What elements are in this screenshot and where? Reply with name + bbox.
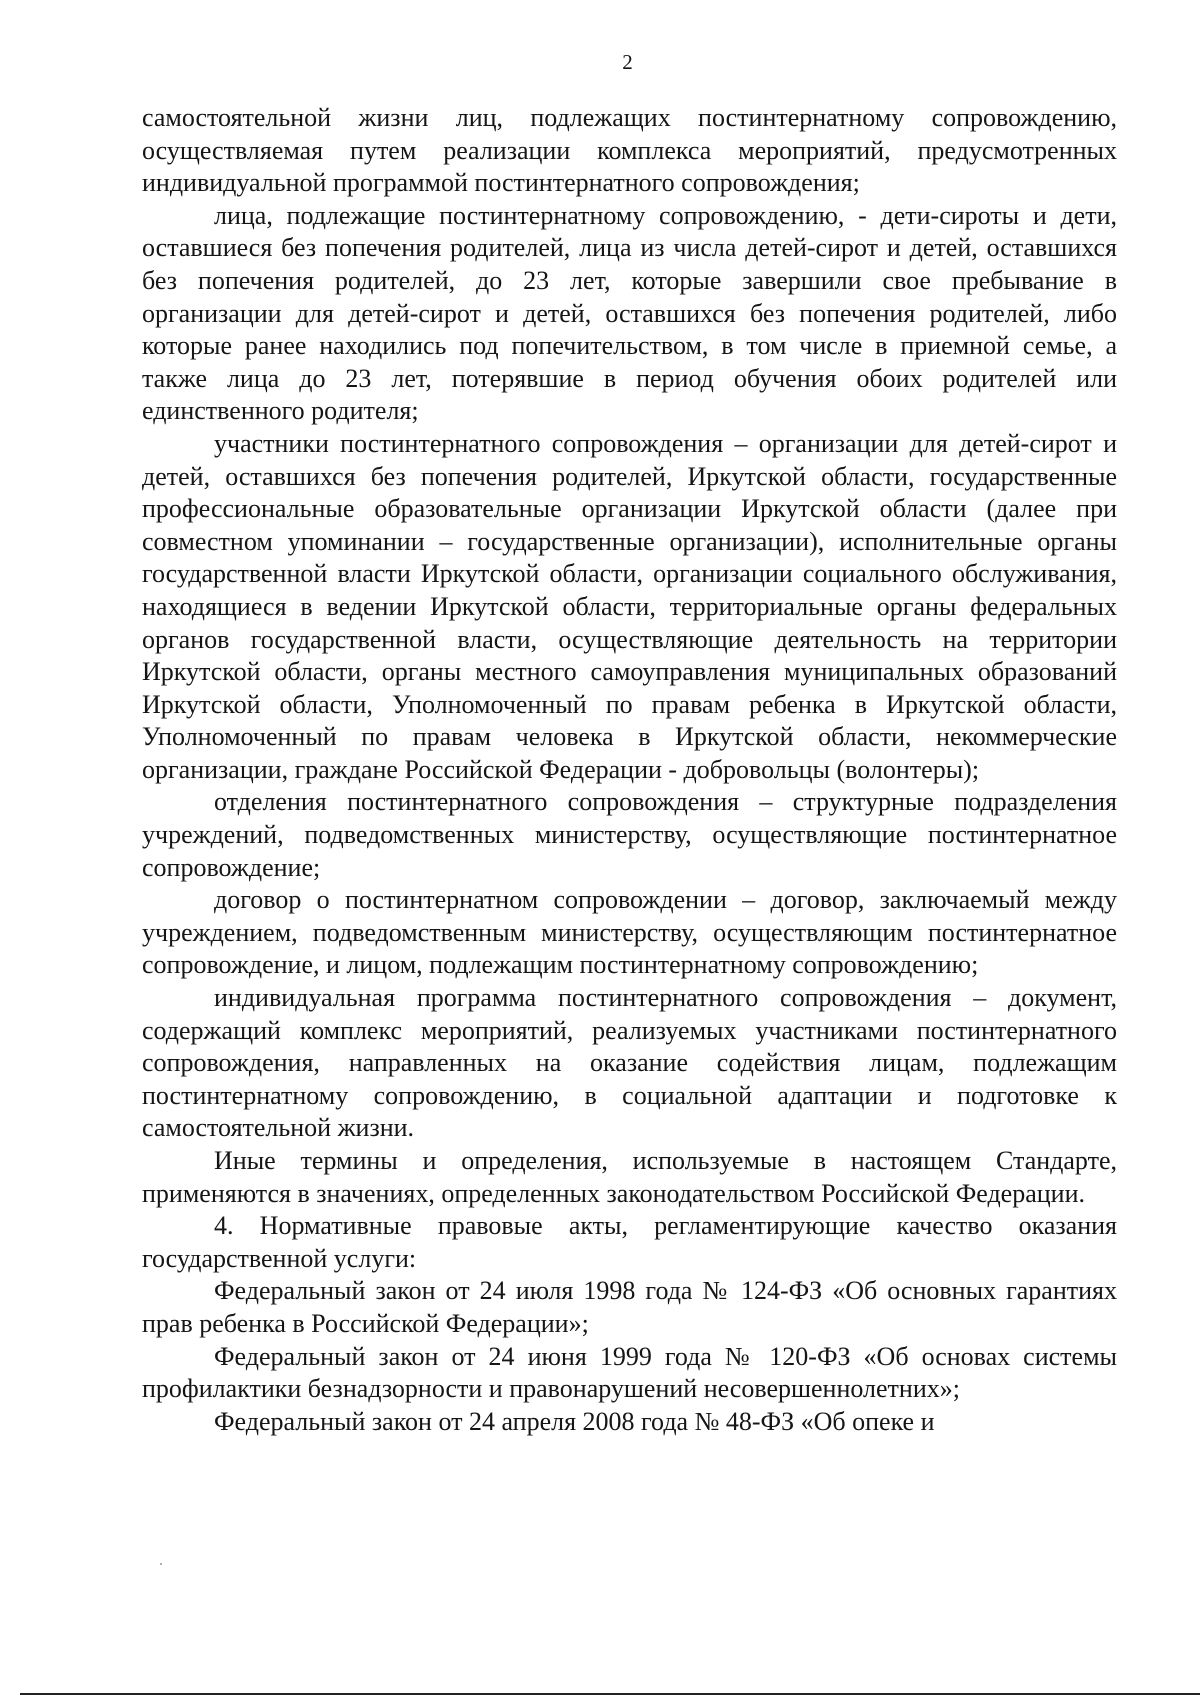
paragraph-definition-persons: лица, подлежащие постинтернатному сопровождению, - дети-сироты и дети, оставшиеся без попечения родителей, лица из числа детей-сирот и детей, оставшихся без попечения родителей, до 23 лет, которые завершили свое пребывание в организации для детей-сирот и детей, оставшихся без попечения родителей, либо которые ранее находились под попечительством, в том числе в приемной семье, а также лица до 23 лет, потерявшие в период обучения обоих родителей или единственного родителя;	[142, 200, 1117, 426]
paragraph-definition-participants: участники постинтернатного сопровождения – организации для детей-сирот и детей, оставшихся без попечения родителей, Иркутской области, государственные профессиональные образовательные организации Иркутской области (далее при совместном упоминании – государственные организации), исполнительные органы государственной власти Иркутской области, организации социального обслуживания, находящиеся в ведении Иркутской области, территориальные органы федеральных органов государственной власти, осуществляющие деятельность на территории Иркутской области, органы местного самоуправления муниципальных образований Иркутской области, Уполномоченный по правам ребенка в Иркутской области, Уполномоченный по правам человека в Иркутской области, некоммерческие организации, граждане Российской Федерации - добровольцы (волонтеры);	[142, 428, 1117, 784]
page-number: 2	[622, 50, 633, 74]
paragraph-section-4: 4. Нормативные правовые акты, регламентирующие качество оказания государственной услуги:	[142, 1211, 1117, 1273]
paragraph-definition-program: индивидуальная программа постинтернатного сопровождения – документ, содержащий комплекс мероприятий, реализуемых участниками постинтернатного сопровождения, направленных на оказание содействия лицам, подлежащим постинтернатному сопровождению, в социальной адаптации и подготовке к самостоятельной жизни.	[142, 983, 1117, 1143]
paragraph-other-terms: Иные термины и определения, используемые в настоящем Стандарте, применяются в значениях, определенных законодательством Российской Федерации.	[142, 1146, 1117, 1208]
paragraph-definition-departments: отделения постинтернатного сопровождения – структурные подразделения учреждений, подведомственных министерству, осуществляющие постинтернатное сопровождение;	[142, 787, 1117, 882]
paragraph-continuation: самостоятельной жизни лиц, подлежащих постинтернатному сопровождению, осуществляемая путем реализации комплекса мероприятий, предусмотренных индивидуальной программой постинтернатного сопровождения;	[142, 103, 1117, 198]
page-bottom-edge	[20, 1693, 1200, 1695]
scan-speck	[160, 1563, 162, 1565]
paragraph-definition-contract: договор о постинтернатном сопровождении – договор, заключаемый между учреждением, подведомственным министерству, осуществляющим постинтернатное сопровождение, и лицом, подлежащим постинтернатному сопровождению;	[142, 885, 1117, 980]
paragraph-law-48fz: Федеральный закон от 24 апреля 2008 года № 48-ФЗ «Об опеке и	[214, 1406, 935, 1436]
document-body	[142, 102, 1117, 1438]
paragraph-law-120fz: Федеральный закон от 24 июня 1999 года № 120-ФЗ «Об основах системы профилактики безнадзорности и правонарушений несовершеннолетних»;	[142, 1341, 1117, 1404]
paragraph-law-124fz: Федеральный закон от 24 июля 1998 года № 124-ФЗ «Об основных гарантиях прав ребенка в Российской Федерации»;	[142, 1276, 1117, 1338]
